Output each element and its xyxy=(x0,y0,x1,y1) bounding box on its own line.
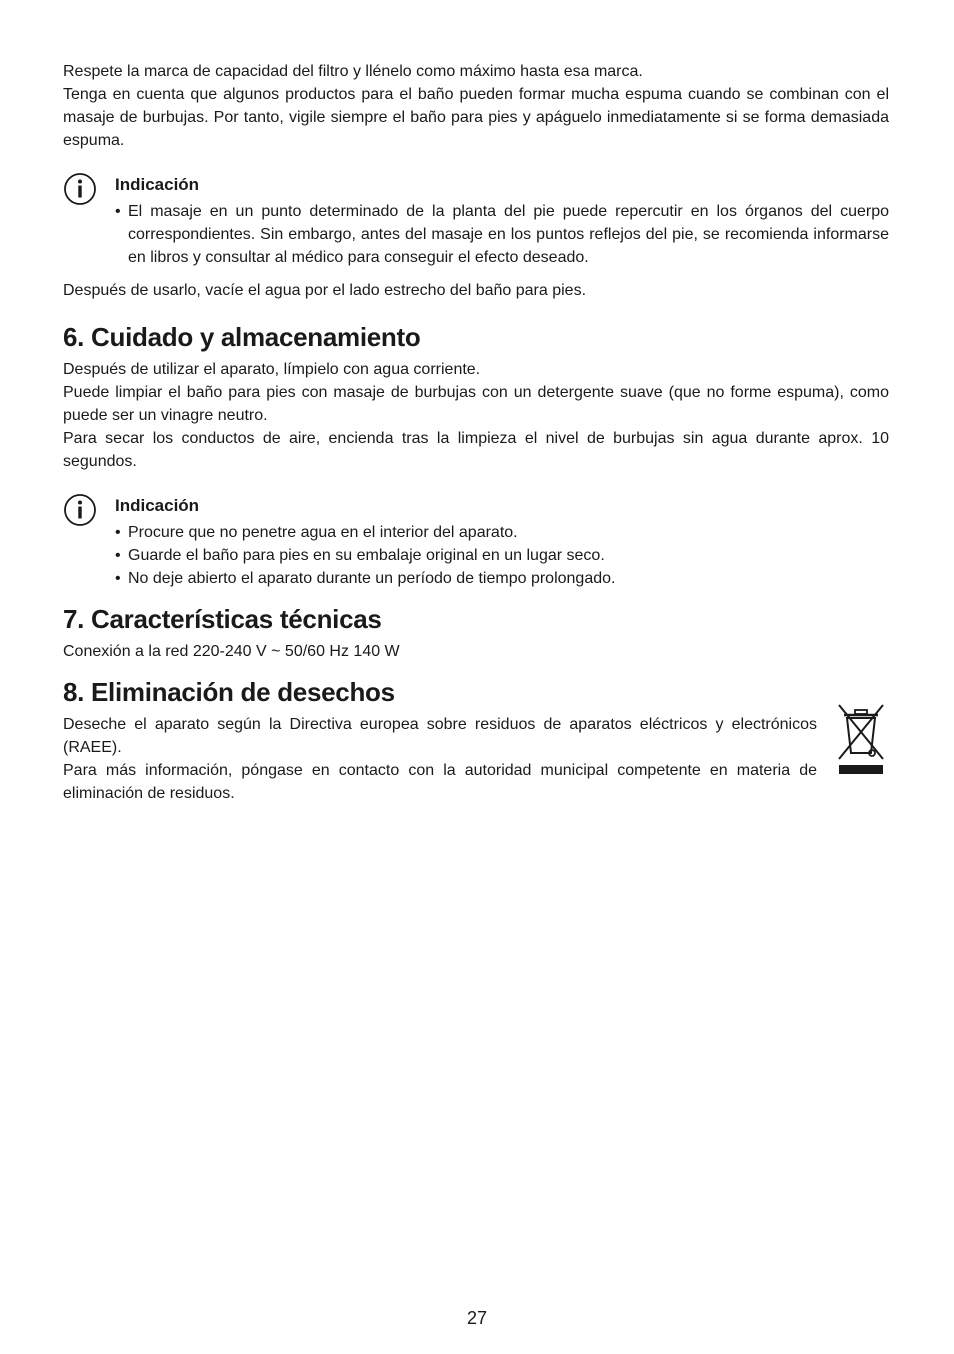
list-item: • El masaje en un punto determinado de la planta del pie puede repercutir en los órganos del cuerpo correspondientes. Sin embargo, antes del masaje en los puntos reflejos del pie, se recomienda informarse en libros y consultar al médico para conseguir el efecto deseado. xyxy=(115,200,889,269)
list-item: • No deje abierto el aparato durante un período de tiempo prolongado. xyxy=(115,567,889,590)
section-8-paragraph-2: Para más información, póngase en contacto con la autoridad municipal competente en materia de eliminación de residuos. xyxy=(63,762,817,802)
intro-paragraph-2: Tenga en cuenta que algunos productos para el baño pueden formar mucha espuma cuando se combinan con el masaje de burbujas. Por tanto, vigile siempre el baño para pies y apáguelo inmediatamente si se forma demasiada espuma. xyxy=(63,86,889,149)
note-block-1 xyxy=(63,168,889,269)
section-8-heading: 8. Eliminación de desechos xyxy=(63,677,395,707)
section-6-paragraph-1: Después de utilizar el aparato, límpielo con agua corriente. xyxy=(63,361,481,378)
note-title: Indicación xyxy=(115,175,200,194)
crossed-out-wheelie-bin-icon xyxy=(835,701,887,782)
page-number: 27 xyxy=(466,1308,488,1328)
section-6-paragraph-2: Puede limpiar el baño para pies con masaje de burbujas con un detergente suave (que no forme espuma), como puede ser un vinagre neutro. xyxy=(63,384,889,424)
note-title: Indicación xyxy=(115,496,200,515)
after-use-paragraph: Después de usarlo, vacíe el agua por el lado estrecho del baño para pies. xyxy=(63,282,587,299)
info-icon xyxy=(63,489,103,590)
list-item: • Procure que no penetre agua en el interior del aparato. xyxy=(115,521,889,544)
section-6-paragraph-3: Para secar los conductos de aire, encienda tras la limpieza el nivel de burbujas sin agua durante aprox. 10 segundos. xyxy=(63,430,889,470)
list-item: • Guarde el baño para pies en su embalaje original en un lugar seco. xyxy=(115,544,889,567)
info-icon xyxy=(63,168,103,269)
section-8-paragraph-1: Deseche el aparato según la Directiva europea sobre residuos de aparatos eléctricos y electrónicos (RAEE). xyxy=(63,716,817,756)
note-list xyxy=(115,521,889,590)
page-content xyxy=(63,60,889,805)
disposal-block xyxy=(63,713,889,805)
note-list xyxy=(115,200,889,269)
section-7-heading: 7. Características técnicas xyxy=(63,604,382,634)
section-6-heading: 6. Cuidado y almacenamiento xyxy=(63,322,421,352)
intro-paragraph-1: Respete la marca de capacidad del filtro y llénelo como máximo hasta esa marca. xyxy=(63,63,643,80)
note-block-2 xyxy=(63,489,889,590)
section-7-paragraph-1: Conexión a la red 220-240 V ~ 50/60 Hz 140 W xyxy=(63,643,400,660)
